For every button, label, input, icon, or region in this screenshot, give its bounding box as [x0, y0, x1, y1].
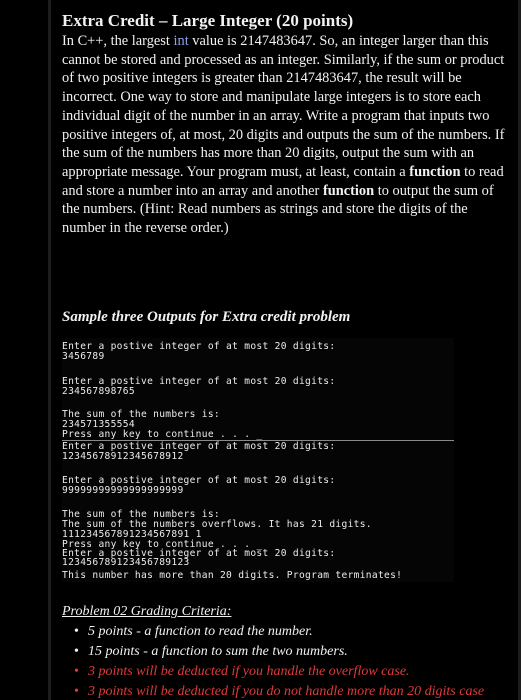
criteria-item-text: 15 points - a function to sum the two numbers. [88, 644, 348, 659]
console-line: The sum of the numbers overflows. It has 21 digits. [62, 519, 372, 530]
description-part-4: to output the sum of the numbers. (Hint: Read numbers as strings and store the digits of the number in the reverse order.) [62, 182, 494, 237]
console-line: Enter a postive integer of at most 20 digits: [62, 548, 336, 559]
console-line: Enter a postive integer of at most 20 digits: [62, 341, 336, 352]
description-part-3: to read and store a number into an array and another [62, 163, 504, 199]
console-line: 99999999999999999999 [62, 485, 184, 496]
bullet-icon: • [74, 644, 79, 659]
console-line: Press any key to continue . . . _ [62, 429, 263, 440]
description-part-1: In C++, the largest [62, 33, 174, 49]
console-line: This number has more than 20 digits. Program terminates! [62, 570, 403, 581]
console-line: 123456789123456789123 [62, 557, 190, 568]
criteria-item [62, 622, 510, 642]
criteria-item [62, 662, 510, 682]
criteria-item-text: 5 points - a function to read the number. [88, 624, 313, 639]
criteria-item [62, 682, 510, 700]
problem-description [62, 32, 510, 238]
keyword-int: int [173, 33, 189, 49]
description-part-2: value is 2147483647. So, an integer larger than this cannot be stored and processed as an integer. Similarly, if the sum or product of two positive integers is greater than 2147483647, the result will be incorrect. One way to store and manipulate large integers is to store each individual digit of the number in an array. Write a program that inputs two positive integers of, at most, 20 digits and outputs the sum of the numbers. If the sum of the numbers has more than 20 digits, output the sum with an appropriate message. Your program must, at least, contain a [62, 33, 505, 180]
sample-outputs-heading: Sample three Outputs for Extra credit problem [62, 309, 351, 325]
console-line: 234571355554 [62, 419, 135, 430]
console-line: The sum of the numbers is: [62, 509, 220, 520]
bold-function-1: function [409, 163, 461, 180]
console-line: Enter a postive integer of at most 20 digits: [62, 475, 336, 486]
criteria-list [62, 622, 510, 700]
bullet-icon: • [74, 664, 79, 679]
console-output [62, 338, 454, 582]
console-line: The sum of the numbers is: [62, 409, 220, 420]
grading-criteria [62, 602, 510, 700]
bullet-icon: • [74, 624, 79, 639]
criteria-item-text: 3 points will be deducted if you handle the overflow case. [88, 664, 410, 679]
criteria-item-text: 3 points will be deducted if you do not handle more than 20 digits case [88, 684, 485, 699]
console-line: 12345678912345678912 [62, 451, 184, 462]
console-line: 3456789 [62, 351, 105, 362]
criteria-heading: Problem 02 Grading Criteria: [62, 604, 232, 619]
console-line: Enter a postive integer of at most 20 digits: [62, 441, 336, 452]
criteria-item [62, 642, 510, 662]
document-content [62, 10, 510, 699]
console-line: 234567898765 [62, 386, 135, 397]
console-line: Enter a postive integer of at most 20 digits: [62, 376, 336, 387]
bold-function-2: function [322, 182, 375, 199]
console-line: 111234567891234567891 1 [62, 529, 202, 540]
bullet-icon: • [74, 684, 79, 699]
console-line: Press any key to continue . . . _ [62, 539, 263, 550]
page-left-edge [48, 0, 51, 700]
page-title: Extra Credit – Large Integer (20 points) [62, 11, 354, 30]
